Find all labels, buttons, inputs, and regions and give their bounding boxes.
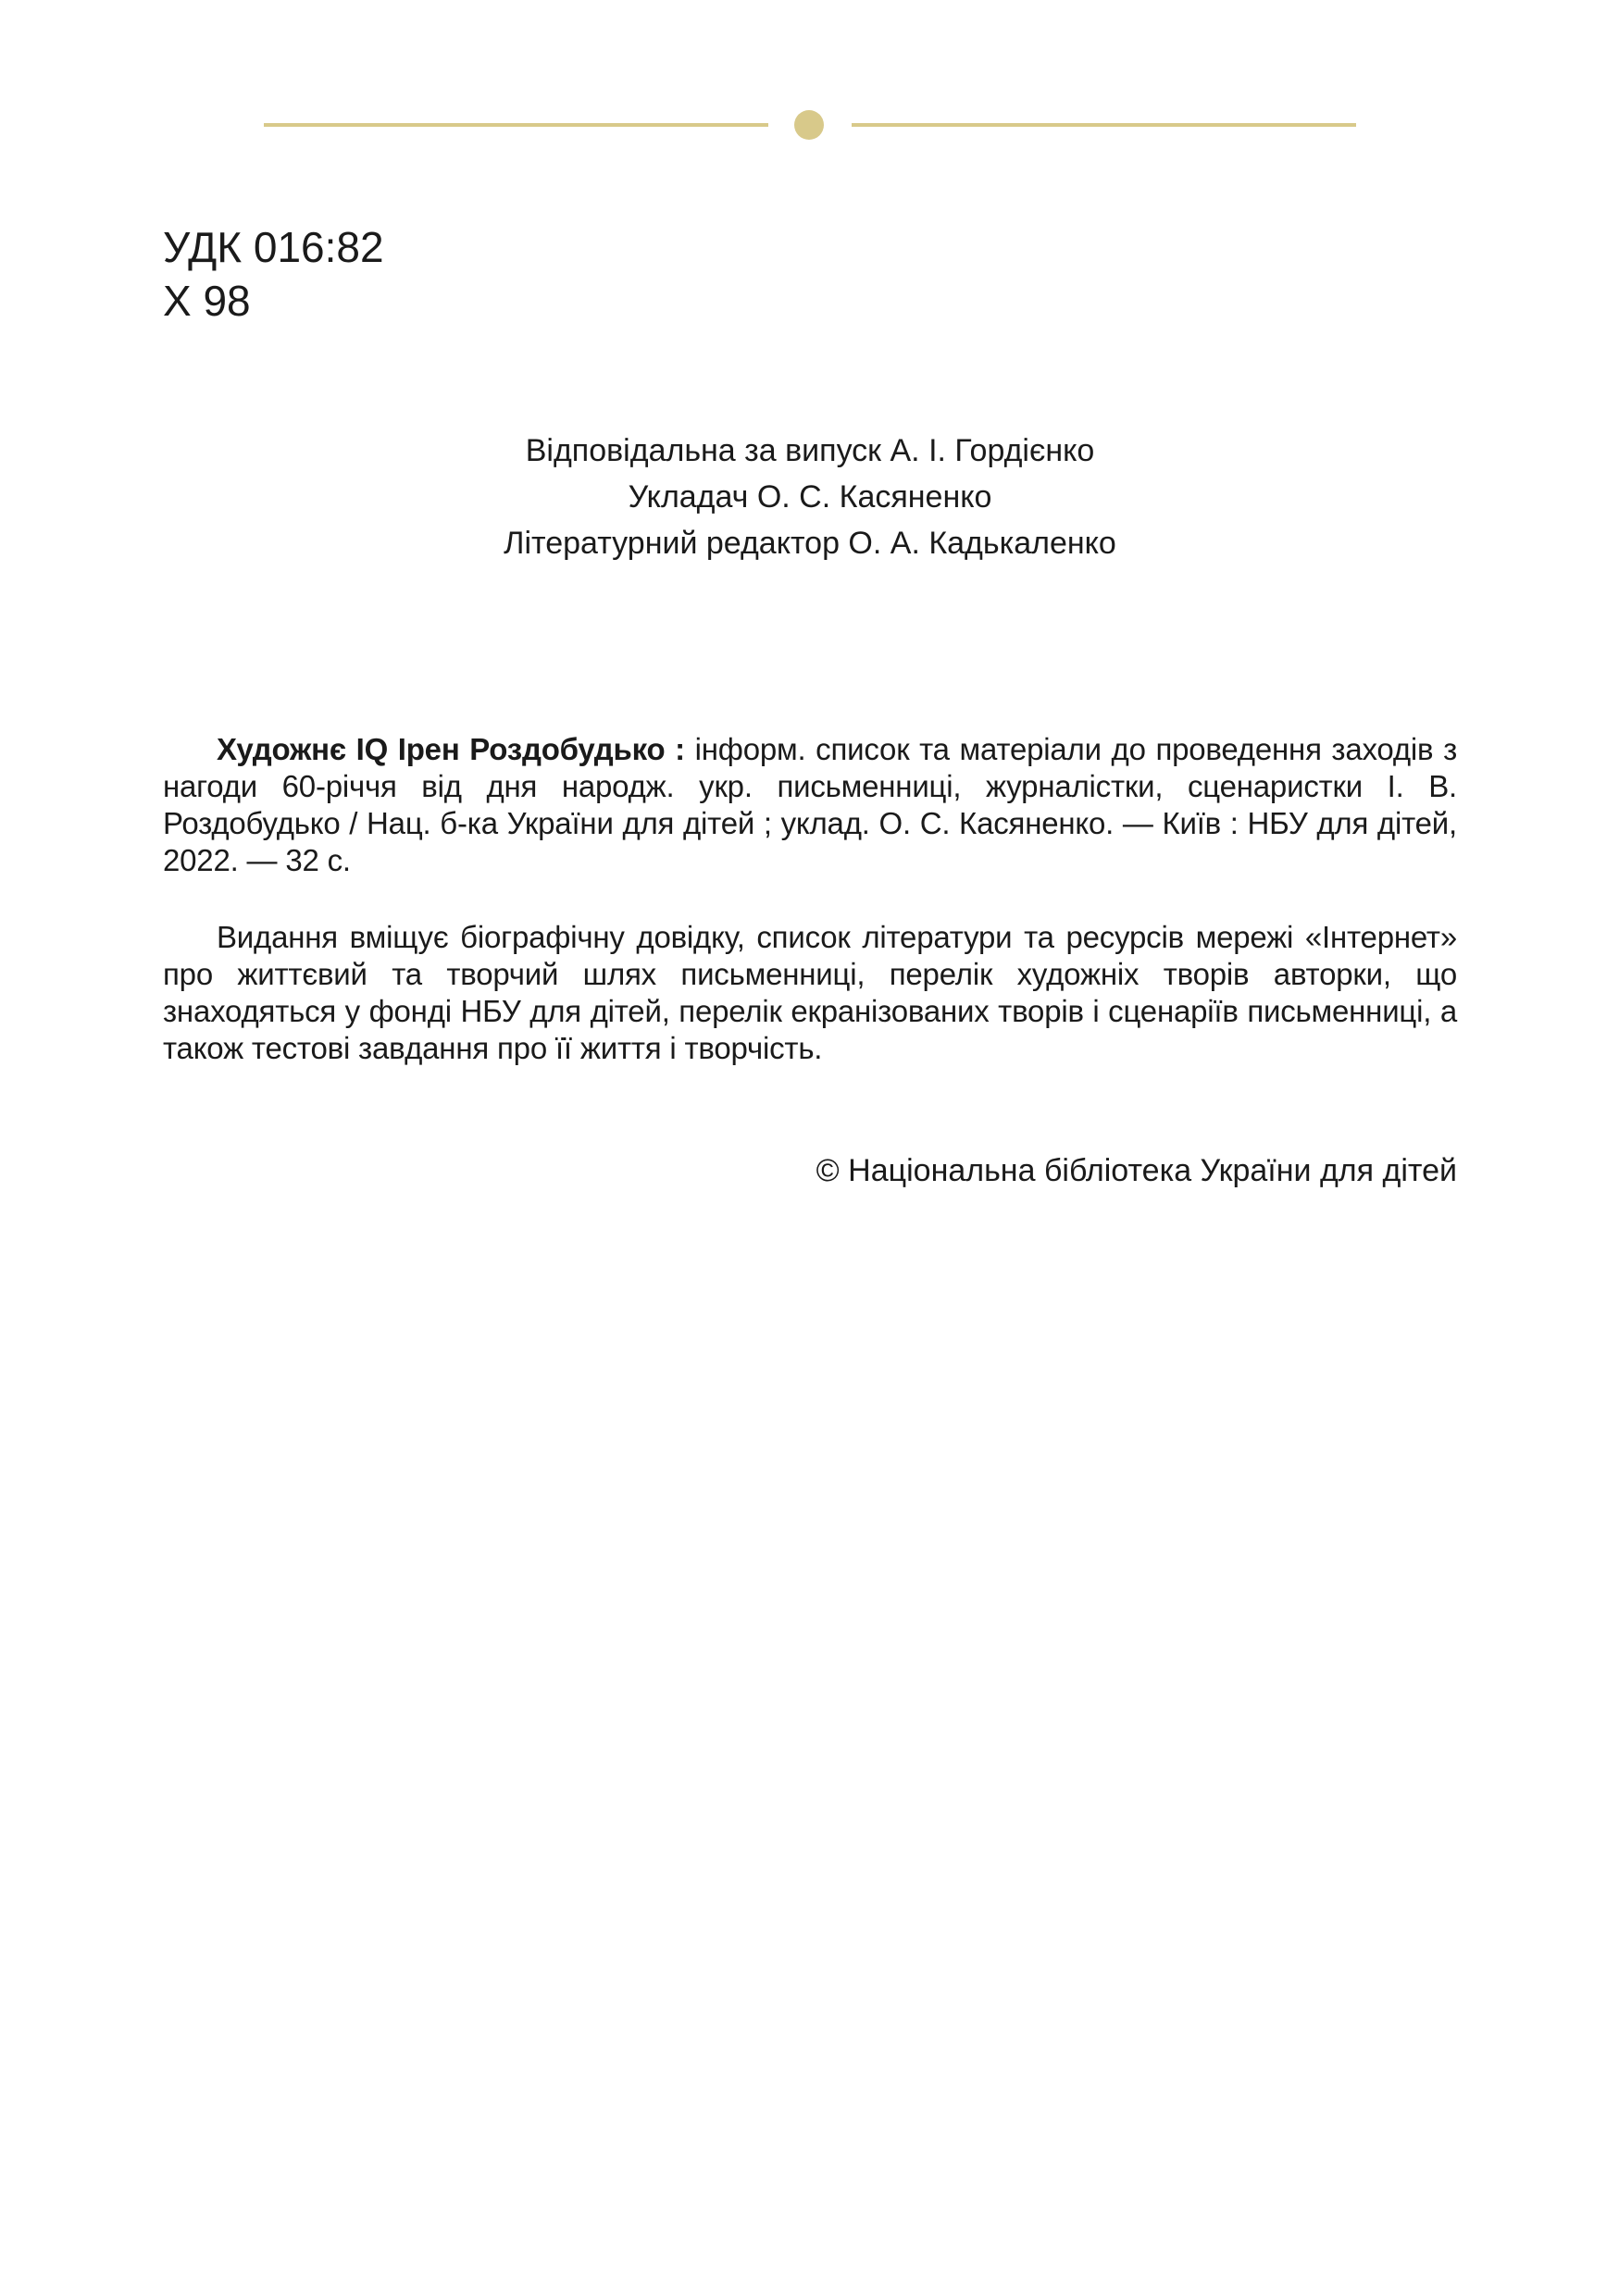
literary-editor: Літературний редактор О. А. Кадькаленко	[504, 526, 1116, 561]
classification-block	[163, 220, 384, 328]
entry-body: інформ. список та матеріали до проведення заходів з нагоди 60-річчя від дня народж. укр. письменниці, журналістки, сценаристки І. В. Роздобудько / Нац. б-ка України для дітей ; уклад. О. С. Касяненко. — Київ : НБУ для дітей, 2022. — 32 с.	[163, 732, 1458, 877]
divider-line-left	[264, 123, 768, 127]
divider-line-right	[852, 123, 1356, 127]
udk-code: УДК 016:82	[163, 223, 384, 271]
responsible-person: Відповідальна за випуск А. І. Гордієнко	[525, 433, 1095, 468]
author-index: Х 98	[163, 277, 251, 325]
copyright-notice: © Національна бібліотека України для дітей	[816, 1153, 1457, 1188]
annotation: Видання вміщує біографічну довідку, список літератури та ресурсів мережі «Інтернет» про життєвий та творчий шлях письменниці, перелік художніх творів авторки, що знаходяться у фонді НБУ для дітей, перелік екранізованих творів і сценаріїв письменниці, а також тестові завдання про її життя і творчість.	[163, 920, 1457, 1065]
entry-title: Художнє IQ Ірен Роздобудько :	[217, 732, 685, 766]
compiler: Укладач О. С. Касяненко	[628, 479, 992, 515]
credits-block	[163, 428, 1457, 566]
divider-dot	[794, 110, 824, 140]
bibliographic-entry	[163, 731, 1457, 879]
decorative-divider	[264, 117, 1356, 133]
